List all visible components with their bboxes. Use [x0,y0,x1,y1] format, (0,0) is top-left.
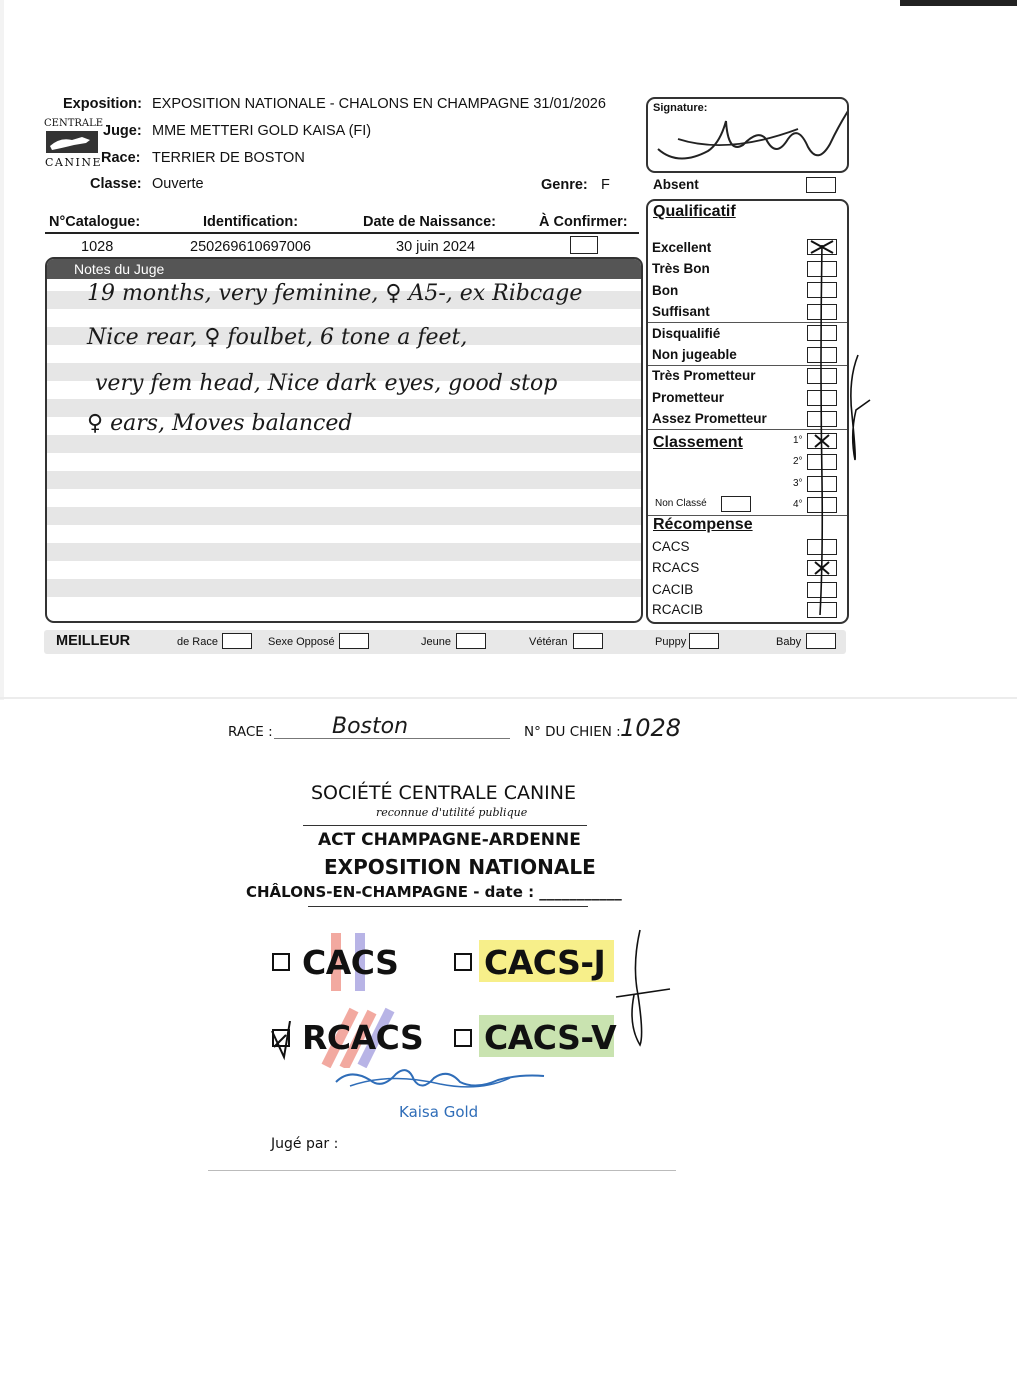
meilleur-de-race-label: de Race [177,636,218,648]
meilleur-sexe-oppose-label: Sexe Opposé [268,636,335,648]
card-city: CHÂLONS-EN-CHAMPAGNE - date : ___________ [246,883,622,901]
race-value: TERRIER DE BOSTON [152,150,305,166]
qualif-assez-prometteur-label: Assez Prometteur [652,411,767,426]
meilleur-jeune-label: Jeune [421,636,451,648]
notes-stripe [47,543,641,561]
race-label: Race: [101,150,141,166]
award-cacs-j-label: CACS-J [484,943,606,982]
logo-bottom-text: CANINE [45,156,102,169]
qualif-tres-prometteur-label: Très Prometteur [652,368,756,383]
place-2-label: 2° [793,456,803,467]
juge-value: MME METTERI GOLD KAISA (FI) [152,123,372,139]
centrale-canine-logo [44,118,104,169]
award-rcacs-checkbox[interactable] [272,1029,290,1047]
qualif-bon-label: Bon [652,283,679,298]
meilleur-bar [44,630,846,654]
card-stamp-name: Kaisa Gold [399,1103,479,1121]
signature-box[interactable] [646,97,849,173]
meilleur-jeune-checkbox[interactable] [456,633,486,649]
catalogue-value: 1028 [81,239,114,255]
meilleur-sexe-oppose-checkbox[interactable] [339,633,369,649]
handwritten-vertical-stroke [800,240,880,620]
identification-value: 250269610697006 [190,239,311,255]
notes-title: Notes du Juge [47,259,641,279]
recompense-title: Récompense [653,516,753,533]
logo-dog-icon [46,131,98,153]
judge-signature-mark [648,99,847,171]
meilleur-baby-label: Baby [776,636,802,648]
qualif-prometteur-label: Prometteur [652,390,725,405]
meilleur-de-race-checkbox[interactable] [222,633,252,649]
table-header-rule [45,232,639,234]
award-cacs-label: CACS [302,943,399,982]
note-line-4: ♀ ears, Moves balanced [87,411,353,436]
note-line-1: 19 months, very feminine, ♀ A5-, ex Ribcage [87,281,583,306]
absent-checkbox[interactable] [806,177,836,193]
card-society-sub: reconnue d'utilité publique [376,806,528,819]
notes-stripe [47,507,641,525]
card-rule [303,825,587,826]
meilleur-puppy-checkbox[interactable] [689,633,719,649]
note-line-2: Nice rear, ♀ foulbet, 6 tone a feet, [87,325,468,350]
reward-rcacib-label: RCACIB [652,602,704,617]
scan-edge-left [0,0,4,700]
place-4-label: 4° [793,499,803,510]
exposition-label: Exposition: [63,96,142,112]
col-header-confirm: À Confirmer: [539,214,628,230]
genre-value: F [601,177,610,193]
card-chien-label: N° DU CHIEN : [524,724,621,740]
qualif-excellent-label: Excellent [652,240,712,255]
classement-title: Classement [653,434,743,451]
notes-panel [45,257,643,623]
meilleur-veteran-checkbox[interactable] [573,633,603,649]
genre-label: Genre: [541,177,588,193]
non-classe-label: Non Classé [655,498,707,509]
qualificatif-title: Qualificatif [653,203,736,220]
signature-label: Signature: [653,102,708,114]
note-line-3: very fem head, Nice dark eyes, good stop [95,371,558,396]
check-mark-icon [270,1021,292,1061]
award-cacs-v-label: CACS-V [484,1018,617,1057]
notes-stripe [47,435,641,453]
award-rcacs-label: RCACS [302,1018,424,1057]
card-act: ACT CHAMPAGNE-ARDENNE [318,830,581,850]
place-1-label: 1° [793,435,803,446]
notes-stripe [47,471,641,489]
meilleur-label: MEILLEUR [56,633,131,649]
place-3-label: 3° [793,478,803,489]
non-classe-checkbox[interactable] [721,496,751,512]
reward-cacs-label: CACS [652,539,690,554]
award-card [208,700,682,1171]
logo-top-text: CENTRALE [44,118,104,129]
card-juge-par: Jugé par : [271,1136,339,1152]
qualif-suffisant-label: Suffisant [652,304,710,319]
reward-cacib-label: CACIB [652,582,694,597]
juge-label: Juge: [103,123,142,139]
qualif-tres-bon-label: Très Bon [652,261,710,276]
qualif-non-jugeable-label: Non jugeable [652,347,737,362]
judge-stamp-signature [330,1060,560,1100]
card-race-label: RACE : [228,724,273,740]
birth-date-value: 30 juin 2024 [396,239,476,255]
scan-edge-top [900,0,1017,6]
card-chien-value: 1028 [620,714,682,742]
card-rule [308,906,588,907]
classe-value: Ouverte [152,176,204,192]
award-cacs-checkbox[interactable] [272,953,290,971]
meilleur-baby-checkbox[interactable] [806,633,836,649]
classe-label: Classe: [90,176,142,192]
card-society: SOCIÉTÉ CENTRALE CANINE [311,782,576,804]
award-cacs-v-checkbox[interactable] [454,1029,472,1047]
notes-stripe [47,579,641,597]
scan-fold-line [0,697,1017,699]
meilleur-veteran-label: Vétéran [529,636,568,648]
reward-rcacs-label: RCACS [652,560,700,575]
absent-label: Absent [653,177,699,192]
col-header-catalogue: N°Catalogue: [49,214,141,230]
exposition-value: EXPOSITION NATIONALE - CHALONS EN CHAMPAGNE 31/01/2026 [152,96,606,112]
qualif-disqualifie-label: Disqualifié [652,326,721,341]
col-header-identification: Identification: [203,214,299,230]
confirm-checkbox[interactable] [570,236,598,254]
card-race-value: Boston [332,714,409,739]
award-cacs-j-checkbox[interactable] [454,953,472,971]
card-expo: EXPOSITION NATIONALE [324,855,596,879]
handwritten-initial-mark [610,925,680,1065]
col-header-birth-date: Date de Naissance: [363,214,496,230]
meilleur-puppy-label: Puppy [655,636,687,648]
